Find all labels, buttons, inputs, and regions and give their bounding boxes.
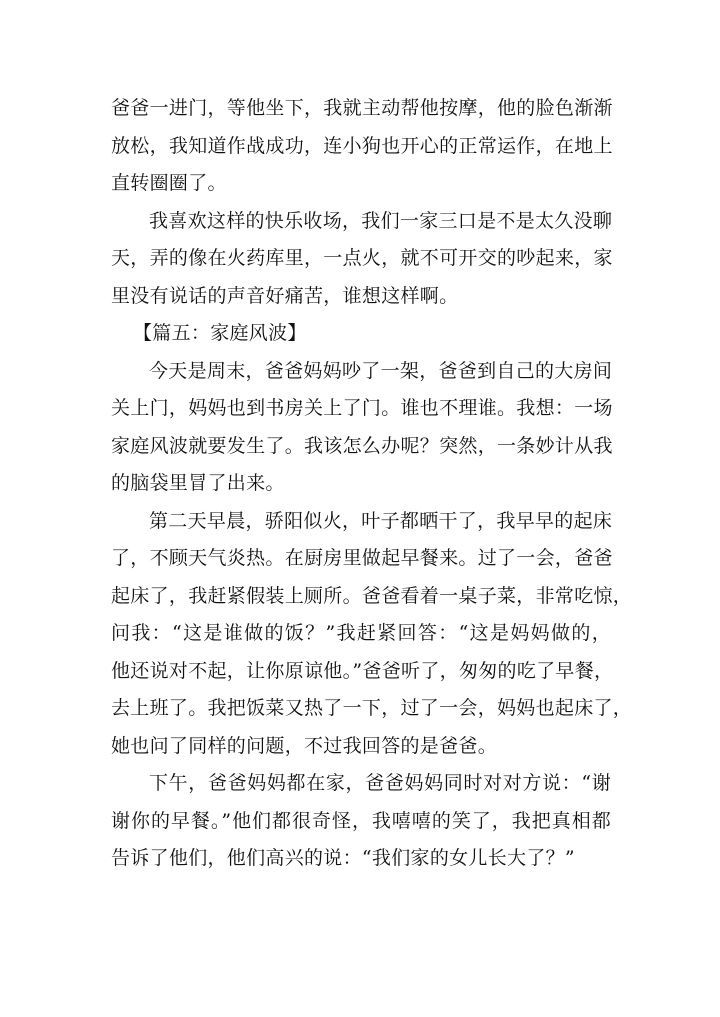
text-line: 放松，我知道作战成功，连小狗也开心的正常运作，在地上 xyxy=(111,134,613,157)
text-line: 了，不顾天气炎热。在厨房里做起早餐来。过了一会，爸爸 xyxy=(111,547,613,569)
text-line: 我喜欢这样的快乐收场，我们一家三口是不是太久没聊 xyxy=(149,209,613,232)
text-line: 的脑袋里冒了出来。 xyxy=(111,472,285,494)
section-heading: 【篇五：家庭风波】 xyxy=(133,322,307,344)
text-line: 关上门，妈妈也到书房关上了门。谁也不理谁。我想：一场 xyxy=(111,397,613,419)
text-line: 爸爸一进门，等他坐下，我就主动帮他按摩，他的脸色渐渐 xyxy=(111,97,613,119)
text-line: 她也问了同样的问题，不过我回答的是爸爸。 xyxy=(111,734,498,757)
text-line: 今天是周末，爸爸妈妈吵了一架，爸爸到自己的大房间 xyxy=(149,359,613,382)
text-line: 问我：“这是谁做的饭？”我赶紧回答：“这是妈妈做的， xyxy=(111,622,611,644)
text-line: 去上班了。我把饭菜又热了一下，过了一会，妈妈也起床了， xyxy=(111,697,633,719)
text-line: 起床了，我赶紧假装上厕所。爸爸看着一桌子菜，非常吃惊， xyxy=(111,584,633,607)
text-line: 他还说对不起，让你原谅他。”爸爸听了，匆匆的吃了早餐， xyxy=(111,659,614,682)
text-line: 告诉了他们，他们高兴的说：“我们家的女儿长大了？” xyxy=(111,847,575,869)
text-line: 下午，爸爸妈妈都在家，爸爸妈妈同时对对方说：“谢 xyxy=(149,772,611,794)
document-page xyxy=(111,90,633,878)
text-line: 谢你的早餐。”他们都很奇怪，我嘻嘻的笑了，我把真相都 xyxy=(111,809,611,832)
text-line: 天，弄的像在火药库里，一点火，就不可开交的吵起来，家 xyxy=(111,247,613,269)
text-line: 第二天早晨，骄阳似火，叶子都晒干了，我早早的起床 xyxy=(149,509,613,532)
text-line: 里没有说话的声音好痛苦，谁想这样啊。 xyxy=(111,284,459,307)
text-line: 直转圈圈了。 xyxy=(111,172,227,194)
text-line: 家庭风波就要发生了。我该怎么办呢？突然，一条妙计从我 xyxy=(111,434,613,457)
